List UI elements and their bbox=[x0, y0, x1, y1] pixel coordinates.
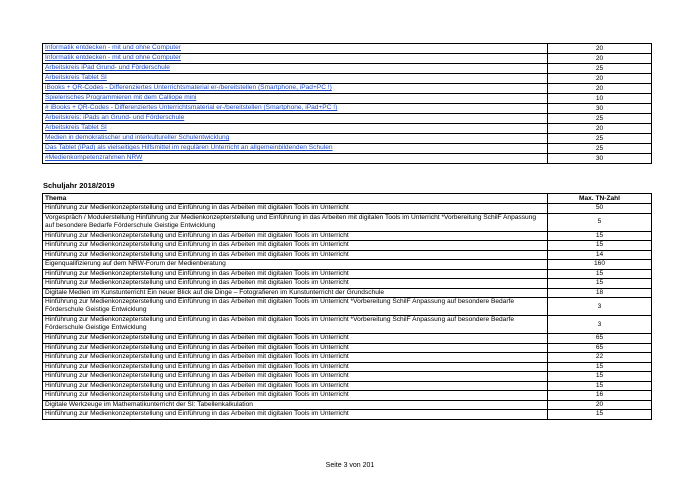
course-topic: Hinführung zur Medienkonzepterstellung und Einführung in das Arbeiten mit digitalen Tools im Unterricht bbox=[43, 410, 548, 420]
course-link[interactable]: Arbeitskreis iPad Grund- und Förderschule bbox=[43, 64, 548, 74]
table-row bbox=[43, 400, 652, 410]
max-participants: 50 bbox=[548, 204, 652, 214]
table-row[interactable] bbox=[43, 124, 652, 134]
table-row bbox=[43, 260, 652, 270]
table-row bbox=[43, 391, 652, 401]
table-row[interactable] bbox=[43, 54, 652, 64]
table-row[interactable] bbox=[43, 44, 652, 54]
course-link[interactable]: #Medienkompetenzrahmen NRW bbox=[43, 154, 548, 164]
course-link[interactable]: Informatik entdecken - mit und ohne Computer bbox=[43, 54, 548, 64]
course-table-previous-body bbox=[43, 44, 652, 164]
course-link[interactable]: Medien in demokratischer und interkultureller Schulentwicklung bbox=[43, 134, 548, 144]
max-participants: 3 bbox=[548, 298, 652, 316]
table-row bbox=[43, 353, 652, 363]
table-row[interactable] bbox=[43, 64, 652, 74]
course-table-2018-2019-body bbox=[43, 204, 652, 420]
max-participants: 16 bbox=[548, 391, 652, 401]
table-header-row bbox=[43, 194, 652, 204]
table-row[interactable] bbox=[43, 74, 652, 84]
column-header-max-participants: Max. TN-Zahl bbox=[548, 194, 652, 204]
course-link[interactable]: Arbeitskreis: iPads an Grund- und Förderschule bbox=[43, 114, 548, 124]
max-participants: 25 bbox=[548, 144, 652, 154]
table-row bbox=[43, 334, 652, 344]
page-footer: Seite 3 von 201 bbox=[325, 462, 375, 469]
max-participants: 25 bbox=[548, 134, 652, 144]
table-row[interactable] bbox=[43, 104, 652, 114]
course-table-2018-2019 bbox=[42, 193, 652, 420]
table-row bbox=[43, 362, 652, 372]
course-topic: Hinführung zur Medienkonzepterstellung und Einführung in das Arbeiten mit digitalen Tools im Unterricht bbox=[43, 353, 548, 363]
course-topic: Digitale Medien im Kunstunterricht Ein neuer Blick auf die Dinge – Fotografieren im Kunstunterricht der Grundschule bbox=[43, 288, 548, 298]
max-participants: 160 bbox=[548, 260, 652, 270]
max-participants: 30 bbox=[548, 154, 652, 164]
max-participants: 10 bbox=[548, 94, 652, 104]
max-participants: 20 bbox=[548, 54, 652, 64]
course-topic: Hinführung zur Medienkonzepterstellung und Einführung in das Arbeiten mit digitalen Tools im Unterricht bbox=[43, 204, 548, 214]
max-participants: 20 bbox=[548, 400, 652, 410]
table-row bbox=[43, 288, 652, 298]
course-topic: Hinführung zur Medienkonzepterstellung und Einführung in das Arbeiten mit digitalen Tools im Unterricht bbox=[43, 391, 548, 401]
column-header-topic: Thema bbox=[43, 194, 548, 204]
table-row bbox=[43, 316, 652, 334]
max-participants: 5 bbox=[548, 213, 652, 231]
course-link[interactable]: Arbeitskreis Tablet SI bbox=[43, 124, 548, 134]
course-topic: Hinführung zur Medienkonzepterstellung und Einführung in das Arbeiten mit digitalen Tools im Unterricht bbox=[43, 362, 548, 372]
table-row bbox=[43, 231, 652, 241]
course-topic: Hinführung zur Medienkonzepterstellung und Einführung in das Arbeiten mit digitalen Tools im Unterricht *Vorbereitung SchilF Anpassung auf besondere Bedarfe Förderschule Geistige Entwicklung bbox=[43, 316, 548, 334]
table-row[interactable] bbox=[43, 154, 652, 164]
course-topic: Hinführung zur Medienkonzepterstellung und Einführung in das Arbeiten mit digitalen Tools im Unterricht bbox=[43, 241, 548, 251]
course-link[interactable]: Arbeitskreis Tablet SI bbox=[43, 74, 548, 84]
course-topic: Hinführung zur Medienkonzepterstellung und Einführung in das Arbeiten mit digitalen Tools im Unterricht bbox=[43, 279, 548, 289]
table-row bbox=[43, 298, 652, 316]
course-topic: Digitale Werkzeuge im Mathematikunterricht der SI: Tabellenkalkulation bbox=[43, 400, 548, 410]
course-topic: Hinführung zur Medienkonzepterstellung und Einführung in das Arbeiten mit digitalen Tools im Unterricht bbox=[43, 269, 548, 279]
course-topic: Hinführung zur Medienkonzepterstellung und Einführung in das Arbeiten mit digitalen Tools im Unterricht bbox=[43, 231, 548, 241]
table-row[interactable] bbox=[43, 94, 652, 104]
course-topic: Hinführung zur Medienkonzepterstellung und Einführung in das Arbeiten mit digitalen Tools im Unterricht bbox=[43, 372, 548, 382]
table-row[interactable] bbox=[43, 144, 652, 154]
course-topic: Hinführung zur Medienkonzepterstellung und Einführung in das Arbeiten mit digitalen Tools im Unterricht bbox=[43, 381, 548, 391]
table-row bbox=[43, 343, 652, 353]
course-topic: Vorgespräch / Modulerstellung Hinführung zur Medienkonzepterstellung und Einführung in das Arbeiten mit digitalen Tools im Unterricht *Vorbereitung SchilF Anpassung auf besondere Bedarfe Förderschule Geistige Entwicklung bbox=[43, 213, 548, 231]
max-participants: 22 bbox=[548, 353, 652, 363]
course-link[interactable]: Das Tablet (iPad) als vielseitiges Hilfsmittel im regulären Unterricht an allgemeinbildenden Schulen bbox=[43, 144, 548, 154]
table-row bbox=[43, 204, 652, 214]
course-link[interactable]: Spielerisches Programmieren mit dem Calliope mini bbox=[43, 94, 548, 104]
max-participants: 15 bbox=[548, 241, 652, 251]
max-participants: 15 bbox=[548, 231, 652, 241]
max-participants: 18 bbox=[548, 288, 652, 298]
table-row[interactable] bbox=[43, 134, 652, 144]
table-row bbox=[43, 250, 652, 260]
max-participants: 65 bbox=[548, 343, 652, 353]
max-participants: 65 bbox=[548, 334, 652, 344]
max-participants: 20 bbox=[548, 44, 652, 54]
course-topic: Hinführung zur Medienkonzepterstellung und Einführung in das Arbeiten mit digitalen Tools im Unterricht *Vorbereitung SchilF Anpassung auf besondere Bedarfe Förderschule Geistige Entwicklung bbox=[43, 298, 548, 316]
max-participants: 15 bbox=[548, 372, 652, 382]
course-topic: Eigenqualifizierung auf dem NRW-Forum der Medienberatung bbox=[43, 260, 548, 270]
max-participants: 14 bbox=[548, 250, 652, 260]
table-row bbox=[43, 279, 652, 289]
max-participants: 15 bbox=[548, 362, 652, 372]
max-participants: 20 bbox=[548, 84, 652, 94]
max-participants: 20 bbox=[548, 124, 652, 134]
max-participants: 25 bbox=[548, 64, 652, 74]
max-participants: 30 bbox=[548, 104, 652, 114]
course-link[interactable]: # iBooks + QR-Codes - Differenziertes Unterrichtsmaterial er-/bereitstellen (Smartphone, iPad+PC !) bbox=[43, 104, 548, 114]
course-topic: Hinführung zur Medienkonzepterstellung und Einführung in das Arbeiten mit digitalen Tools im Unterricht bbox=[43, 343, 548, 353]
max-participants: 3 bbox=[548, 316, 652, 334]
course-link[interactable]: iBooks + QR-Codes - Differenziertes Unterrichtsmaterial er-/bereitstellen (Smartphone, iPad+PC !) bbox=[43, 84, 548, 94]
max-participants: 15 bbox=[548, 279, 652, 289]
course-table-previous bbox=[42, 43, 652, 164]
max-participants: 25 bbox=[548, 114, 652, 124]
max-participants: 20 bbox=[548, 74, 652, 84]
table-row bbox=[43, 381, 652, 391]
table-row bbox=[43, 372, 652, 382]
table-row bbox=[43, 241, 652, 251]
table-row bbox=[43, 269, 652, 279]
max-participants: 15 bbox=[548, 269, 652, 279]
max-participants: 15 bbox=[548, 410, 652, 420]
max-participants: 15 bbox=[548, 381, 652, 391]
table-row bbox=[43, 213, 652, 231]
course-topic: Hinführung zur Medienkonzepterstellung und Einführung in das Arbeiten mit digitalen Tools im Unterricht bbox=[43, 334, 548, 344]
table-row bbox=[43, 410, 652, 420]
course-topic: Hinführung zur Medienkonzepterstellung und Einführung in das Arbeiten mit digitalen Tools im Unterricht bbox=[43, 250, 548, 260]
table-row[interactable] bbox=[43, 114, 652, 124]
table-row[interactable] bbox=[43, 84, 652, 94]
section-title: Schuljahr 2018/2019 bbox=[43, 181, 115, 190]
course-link[interactable]: Informatik entdecken - mit und ohne Computer bbox=[43, 44, 548, 54]
